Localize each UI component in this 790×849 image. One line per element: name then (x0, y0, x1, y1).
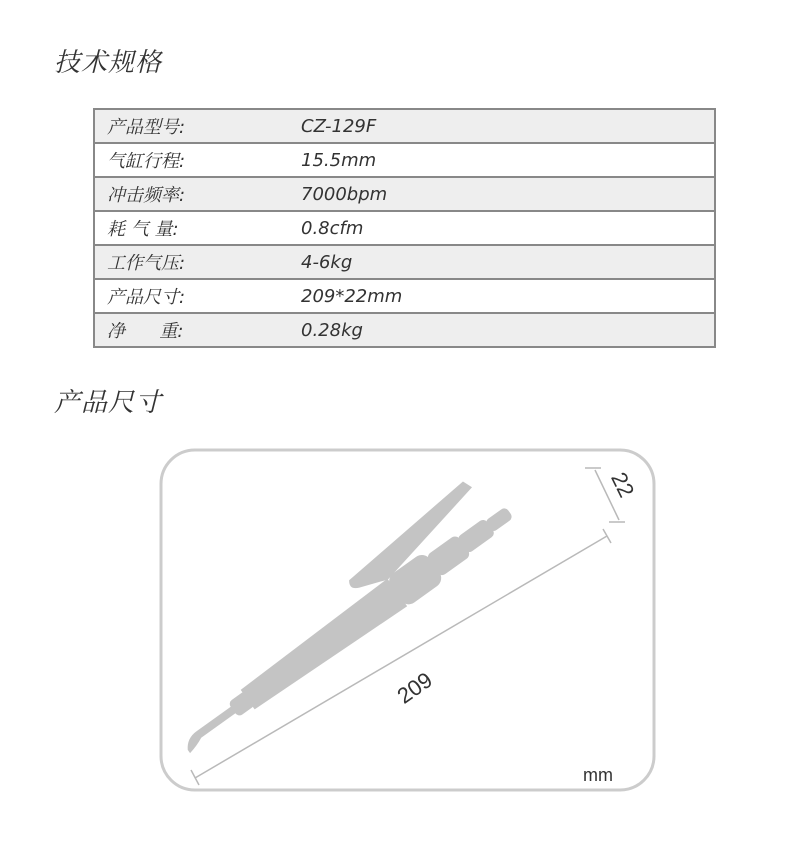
spec-row-stroke (94, 143, 715, 177)
dimension-drawing (159, 448, 656, 792)
spec-value: 0.28kg (287, 313, 715, 347)
spec-label: 产品型号: (94, 109, 287, 143)
spec-value: 15.5mm (287, 143, 715, 177)
spec-row-frequency (94, 177, 715, 211)
spec-row-model (94, 109, 715, 143)
spec-value: CZ-129F (287, 109, 715, 143)
spec-row-air-consumption (94, 211, 715, 245)
spec-label: 工作气压: (94, 245, 287, 279)
spec-value: 0.8cfm (287, 211, 715, 245)
spec-label: 冲击频率: (94, 177, 287, 211)
spec-value: 4-6kg (287, 245, 715, 279)
spec-label: 耗 气 量: (94, 211, 287, 245)
frame-border (161, 450, 654, 790)
spec-row-weight (94, 313, 715, 347)
unit-label: mm (583, 765, 613, 785)
size-section-title: 产品尺寸 (54, 388, 163, 418)
spec-label: 气缸行程: (94, 143, 287, 177)
spec-label: 净 重: (94, 313, 287, 347)
spec-row-pressure (94, 245, 715, 279)
spec-value: 209*22mm (287, 279, 715, 313)
diameter-label: 22 (606, 468, 640, 502)
length-label: 209 (392, 667, 437, 709)
spec-value: 7000bpm (287, 177, 715, 211)
spec-table (93, 108, 716, 348)
spec-row-dimensions (94, 279, 715, 313)
dimension-drawing-svg (159, 448, 656, 792)
specs-section-title: 技术规格 (54, 48, 163, 78)
spec-label: 产品尺寸: (94, 279, 287, 313)
